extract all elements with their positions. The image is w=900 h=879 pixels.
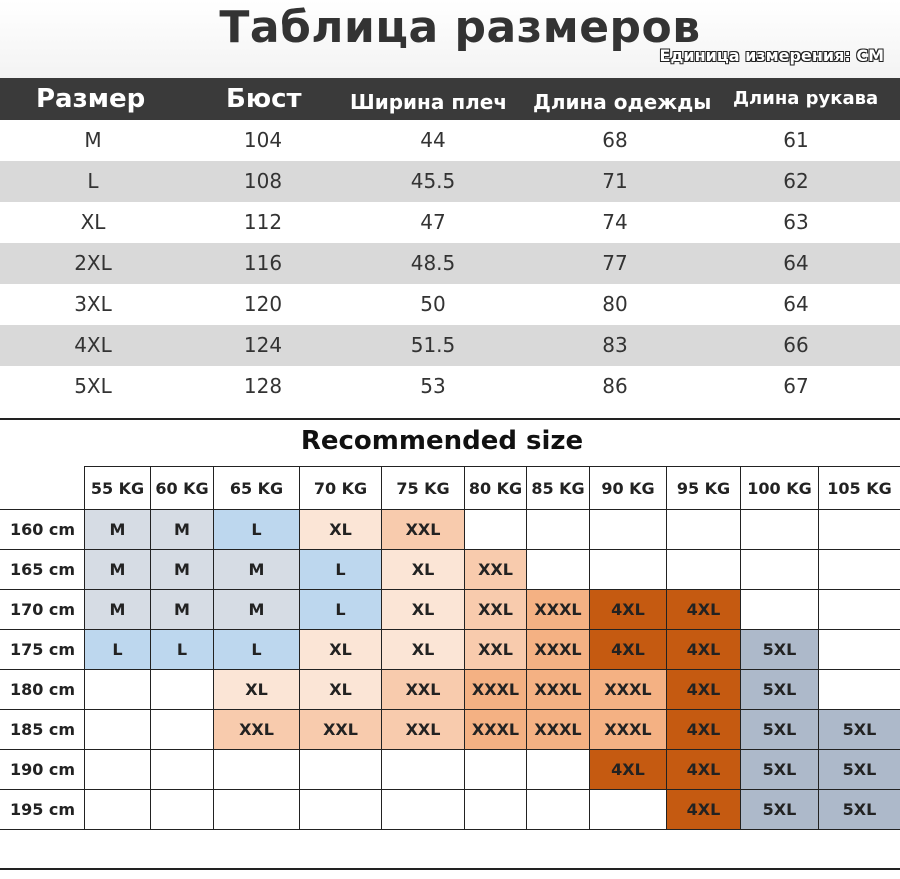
grid-row xyxy=(1,550,900,590)
size-cell: XXXL xyxy=(527,590,590,630)
weight-header: 105 KG xyxy=(819,467,900,510)
empty-cell xyxy=(214,750,300,790)
header-size: Размер xyxy=(36,84,146,114)
cell-shoulder: 45.5 xyxy=(410,169,456,193)
cell-shoulder: 51.5 xyxy=(410,333,456,357)
size-cell: 4XL xyxy=(667,670,741,710)
empty-cell xyxy=(151,710,214,750)
table-row xyxy=(0,243,900,284)
size-cell: XL xyxy=(300,630,382,670)
grid-row xyxy=(1,630,900,670)
cell-bust: 116 xyxy=(243,251,283,275)
size-cell: 5XL xyxy=(741,670,819,710)
height-label: 180 cm xyxy=(1,670,85,710)
height-label: 170 cm xyxy=(1,590,85,630)
empty-cell xyxy=(465,790,527,830)
cell-size: L xyxy=(87,169,99,193)
empty-cell xyxy=(667,550,741,590)
size-cell: XXXL xyxy=(527,630,590,670)
size-table-body xyxy=(0,120,900,407)
cell-bust: 124 xyxy=(243,333,283,357)
section-divider xyxy=(0,418,900,420)
empty-cell xyxy=(465,750,527,790)
size-cell: XXL xyxy=(382,670,465,710)
empty-cell xyxy=(527,550,590,590)
weight-header: 55 KG xyxy=(85,467,151,510)
grid-row xyxy=(1,670,900,710)
size-cell: 5XL xyxy=(819,790,900,830)
table-row xyxy=(0,202,900,243)
empty-cell xyxy=(667,510,741,550)
size-cell: M xyxy=(214,590,300,630)
size-cell: XXXL xyxy=(590,710,667,750)
size-cell: XL xyxy=(214,670,300,710)
cell-bust: 128 xyxy=(243,374,283,398)
size-cell: XL xyxy=(382,550,465,590)
size-cell: L xyxy=(300,550,382,590)
empty-cell xyxy=(527,510,590,550)
grid-header-row xyxy=(1,467,900,510)
height-label: 165 cm xyxy=(1,550,85,590)
empty-cell xyxy=(151,750,214,790)
header-shoulder: Ширина плеч xyxy=(350,90,508,114)
size-cell: 5XL xyxy=(741,710,819,750)
weight-header: 60 KG xyxy=(151,467,214,510)
size-cell: 4XL xyxy=(667,590,741,630)
recommended-size-grid xyxy=(0,466,900,830)
size-cell: 4XL xyxy=(667,630,741,670)
empty-cell xyxy=(382,750,465,790)
size-cell: 4XL xyxy=(667,710,741,750)
size-cell: L xyxy=(85,630,151,670)
header-bust: Бюст xyxy=(226,84,302,114)
size-cell: M xyxy=(151,590,214,630)
size-cell: 4XL xyxy=(590,590,667,630)
grid-row xyxy=(1,710,900,750)
cell-sleeve: 64 xyxy=(783,292,809,316)
size-cell: 5XL xyxy=(741,790,819,830)
weight-header: 100 KG xyxy=(741,467,819,510)
table-row xyxy=(0,120,900,161)
cell-size: 4XL xyxy=(74,333,112,357)
cell-bust: 104 xyxy=(243,128,283,152)
cell-size: 5XL xyxy=(74,374,112,398)
empty-cell xyxy=(741,510,819,550)
grid-row xyxy=(1,750,900,790)
cell-length: 74 xyxy=(602,210,628,234)
size-cell: L xyxy=(300,590,382,630)
empty-cell xyxy=(85,790,151,830)
cell-length: 83 xyxy=(602,333,628,357)
size-cell: M xyxy=(214,550,300,590)
empty-cell xyxy=(819,590,900,630)
cell-bust: 108 xyxy=(243,169,283,193)
cell-sleeve: 62 xyxy=(783,169,809,193)
weight-header: 90 KG xyxy=(590,467,667,510)
size-cell: XXXL xyxy=(527,670,590,710)
table-row xyxy=(0,325,900,366)
size-cell: 5XL xyxy=(741,750,819,790)
size-cell: 5XL xyxy=(741,630,819,670)
empty-cell xyxy=(214,790,300,830)
cell-length: 86 xyxy=(602,374,628,398)
cell-shoulder: 50 xyxy=(420,292,446,316)
empty-cell xyxy=(465,510,527,550)
cell-shoulder: 47 xyxy=(420,210,446,234)
weight-header: 75 KG xyxy=(382,467,465,510)
size-cell: XXXL xyxy=(590,670,667,710)
weight-header: 95 KG xyxy=(667,467,741,510)
size-cell: 5XL xyxy=(819,750,900,790)
size-cell: XXL xyxy=(382,710,465,750)
size-cell: M xyxy=(85,550,151,590)
empty-cell xyxy=(85,750,151,790)
empty-cell xyxy=(741,550,819,590)
size-cell: M xyxy=(151,550,214,590)
size-cell: XXL xyxy=(214,710,300,750)
bottom-rule xyxy=(0,868,900,870)
table-row xyxy=(0,284,900,325)
empty-cell xyxy=(741,590,819,630)
table-row xyxy=(0,366,900,407)
size-cell: L xyxy=(151,630,214,670)
empty-cell xyxy=(151,670,214,710)
cell-bust: 120 xyxy=(243,292,283,316)
empty-cell xyxy=(382,790,465,830)
empty-cell xyxy=(85,710,151,750)
empty-cell xyxy=(819,510,900,550)
empty-cell xyxy=(527,750,590,790)
weight-header: 80 KG xyxy=(465,467,527,510)
cell-size: M xyxy=(84,128,102,152)
cell-length: 77 xyxy=(602,251,628,275)
cell-size: XL xyxy=(80,210,106,234)
empty-cell xyxy=(819,630,900,670)
weight-header: 65 KG xyxy=(214,467,300,510)
page-title: Таблица размеров xyxy=(219,2,701,53)
grid-row xyxy=(1,590,900,630)
empty-cell xyxy=(590,790,667,830)
cell-size: 3XL xyxy=(74,292,112,316)
size-table-header xyxy=(0,78,900,120)
size-cell: XXL xyxy=(300,710,382,750)
cell-length: 71 xyxy=(602,169,628,193)
size-cell: L xyxy=(214,630,300,670)
empty-cell xyxy=(300,790,382,830)
grid-row xyxy=(1,790,900,830)
grid-corner xyxy=(1,467,85,510)
header-length: Длина одежды xyxy=(533,90,712,114)
empty-cell xyxy=(819,550,900,590)
cell-sleeve: 67 xyxy=(783,374,809,398)
grid-row xyxy=(1,510,900,550)
empty-cell xyxy=(527,790,590,830)
cell-sleeve: 61 xyxy=(783,128,809,152)
cell-bust: 112 xyxy=(243,210,283,234)
size-cell: XXXL xyxy=(527,710,590,750)
height-label: 195 cm xyxy=(1,790,85,830)
cell-length: 68 xyxy=(602,128,628,152)
size-cell: XL xyxy=(382,630,465,670)
cell-sleeve: 66 xyxy=(783,333,809,357)
height-label: 175 cm xyxy=(1,630,85,670)
size-cell: 5XL xyxy=(819,710,900,750)
empty-cell xyxy=(590,550,667,590)
empty-cell xyxy=(819,670,900,710)
weight-header: 85 KG xyxy=(527,467,590,510)
empty-cell xyxy=(300,750,382,790)
size-cell: XXL xyxy=(465,590,527,630)
size-cell: XXXL xyxy=(465,710,527,750)
header-sleeve: Длина рукава xyxy=(733,88,879,109)
cell-shoulder: 48.5 xyxy=(410,251,456,275)
height-label: 185 cm xyxy=(1,710,85,750)
empty-cell xyxy=(85,670,151,710)
size-cell: 4XL xyxy=(667,790,741,830)
size-cell: M xyxy=(151,510,214,550)
cell-shoulder: 53 xyxy=(420,374,446,398)
table-row xyxy=(0,161,900,202)
size-cell: 4XL xyxy=(667,750,741,790)
size-cell: XL xyxy=(300,670,382,710)
size-cell: XXXL xyxy=(465,670,527,710)
size-cell: XXL xyxy=(465,630,527,670)
empty-cell xyxy=(590,510,667,550)
cell-size: 2XL xyxy=(74,251,112,275)
size-cell: XXL xyxy=(465,550,527,590)
size-cell: 4XL xyxy=(590,630,667,670)
weight-header: 70 KG xyxy=(300,467,382,510)
cell-shoulder: 44 xyxy=(420,128,446,152)
empty-cell xyxy=(151,790,214,830)
size-cell: XL xyxy=(382,590,465,630)
recommended-title: Recommended size xyxy=(300,426,584,456)
cell-length: 80 xyxy=(602,292,628,316)
height-label: 190 cm xyxy=(1,750,85,790)
unit-note: Единица измерения: CM xyxy=(659,46,884,65)
size-cell: L xyxy=(214,510,300,550)
size-cell: XL xyxy=(300,510,382,550)
cell-sleeve: 64 xyxy=(783,251,809,275)
height-label: 160 cm xyxy=(1,510,85,550)
cell-sleeve: 63 xyxy=(783,210,809,234)
size-cell: M xyxy=(85,590,151,630)
size-cell: 4XL xyxy=(590,750,667,790)
size-cell: M xyxy=(85,510,151,550)
size-cell: XXL xyxy=(382,510,465,550)
